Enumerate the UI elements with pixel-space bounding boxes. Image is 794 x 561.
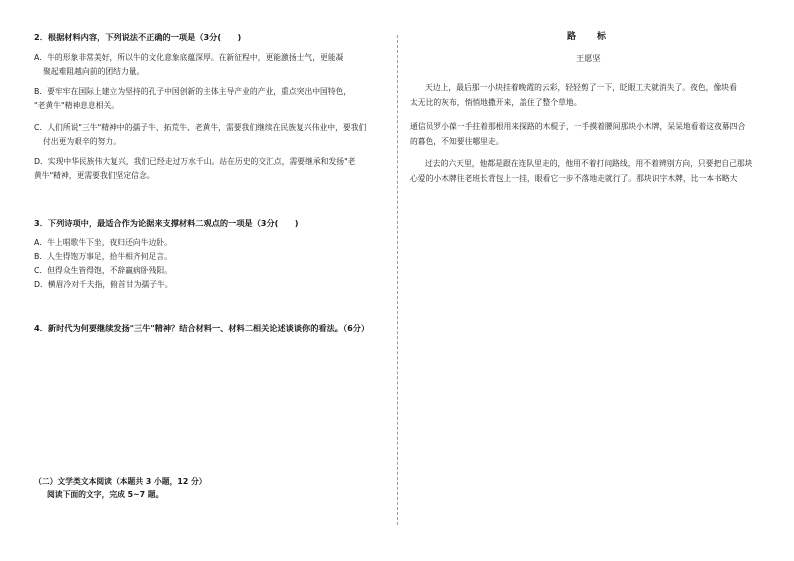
question-2-option-d-line1: D．实现中华民族伟大复兴，我们已经走过万水千山。站在历史的交汇点，需要继承和发扬"老 <box>34 157 356 166</box>
question-2-stem: 2．根据材料内容，下列说法不正确的一项是（3分( ) <box>34 32 242 42</box>
question-2-option-b-line2: "老黄牛"精神息息相关。 <box>34 101 120 110</box>
story-author: 王愿坚 <box>576 53 601 63</box>
column-divider <box>397 35 398 525</box>
question-4-stem: 4．新时代为何要继续发扬"三牛"精神？结合材料一、材料二相关论述谈谈你的看法。（6分） <box>34 323 370 333</box>
question-2-option-a-line1: A．牛的形象非常美好，所以牛的文化意象底蕴深厚。在新征程中，更能激扬士气，更能凝 <box>34 53 344 62</box>
left-column <box>0 0 396 561</box>
paragraph-2-line2: 的暮色，不知要往哪里走。 <box>410 137 504 146</box>
question-2-option-c-line1: C．人们所说"三牛"精神中的孺子牛、拓荒牛、老黄牛，需要我们继续在民族复兴伟业中，要我们 <box>34 123 367 132</box>
question-2-option-b-line1: B．要牢牢在国际上建立为坚持的孔子中国创新的主体主导产业的产业，重点突出中国特色， <box>34 87 352 96</box>
question-3-option-c: C．但得众生皆得饱，不辞羸病卧残阳。 <box>34 266 172 275</box>
right-column <box>400 0 794 561</box>
paragraph-1-line1: 天边上，最后那一小块挂着晚霞的云彩，轻轻剪了一下，眨眼工夫就消失了。夜色，像块看 <box>425 83 737 92</box>
story-title: 路 标 <box>567 32 608 42</box>
question-3-stem: 3．下列诗项中，最适合作为论据来支撑材料二观点的一项是（3分( ) <box>34 218 299 228</box>
paragraph-1-line2: 太无比的灰布，悄悄地撒开来，盖住了整个草地。 <box>410 98 582 107</box>
question-2-option-a-line2: 聚起难阻越向前的团结力量。 <box>43 67 145 76</box>
paragraph-2-line1: 通信员罗小葆一手拄着那根用来探路的木棍子，一手摸着腰间那块小木牌，呆呆地看着这夜幕四合 <box>410 122 746 131</box>
question-3-option-b: B．人生得饱万事足，拾牛相齐何足言。 <box>34 252 172 261</box>
section-instruction: 阅读下面的文字，完成 5~7 题。 <box>47 490 164 499</box>
paragraph-3-line1: 过去的六天里，他都是跟在连队里走的，他用不着打问路线，用不着辨别方向，只要把自己那块 <box>425 159 753 168</box>
question-2-option-d-line2: 黄牛"精神，更需要我们坚定信念。 <box>34 171 155 180</box>
section-heading: （二）文学类文本阅读（本题共 3 小题，12 分） <box>34 477 207 486</box>
paragraph-3-line2: 心爱的小木牌往老班长背包上一挂，眼看它一步不落地走就行了。那块识字木牌，比一本书略大 <box>410 174 738 183</box>
question-3-option-a: A．牛上唱歌牛下坐，夜归还向牛边卧。 <box>34 238 172 247</box>
question-3-option-d: D．横眉冷对千夫指，俯首甘为孺子牛。 <box>34 280 173 289</box>
question-2-option-c-line2: 付出更为艰辛的努力。 <box>43 137 121 146</box>
